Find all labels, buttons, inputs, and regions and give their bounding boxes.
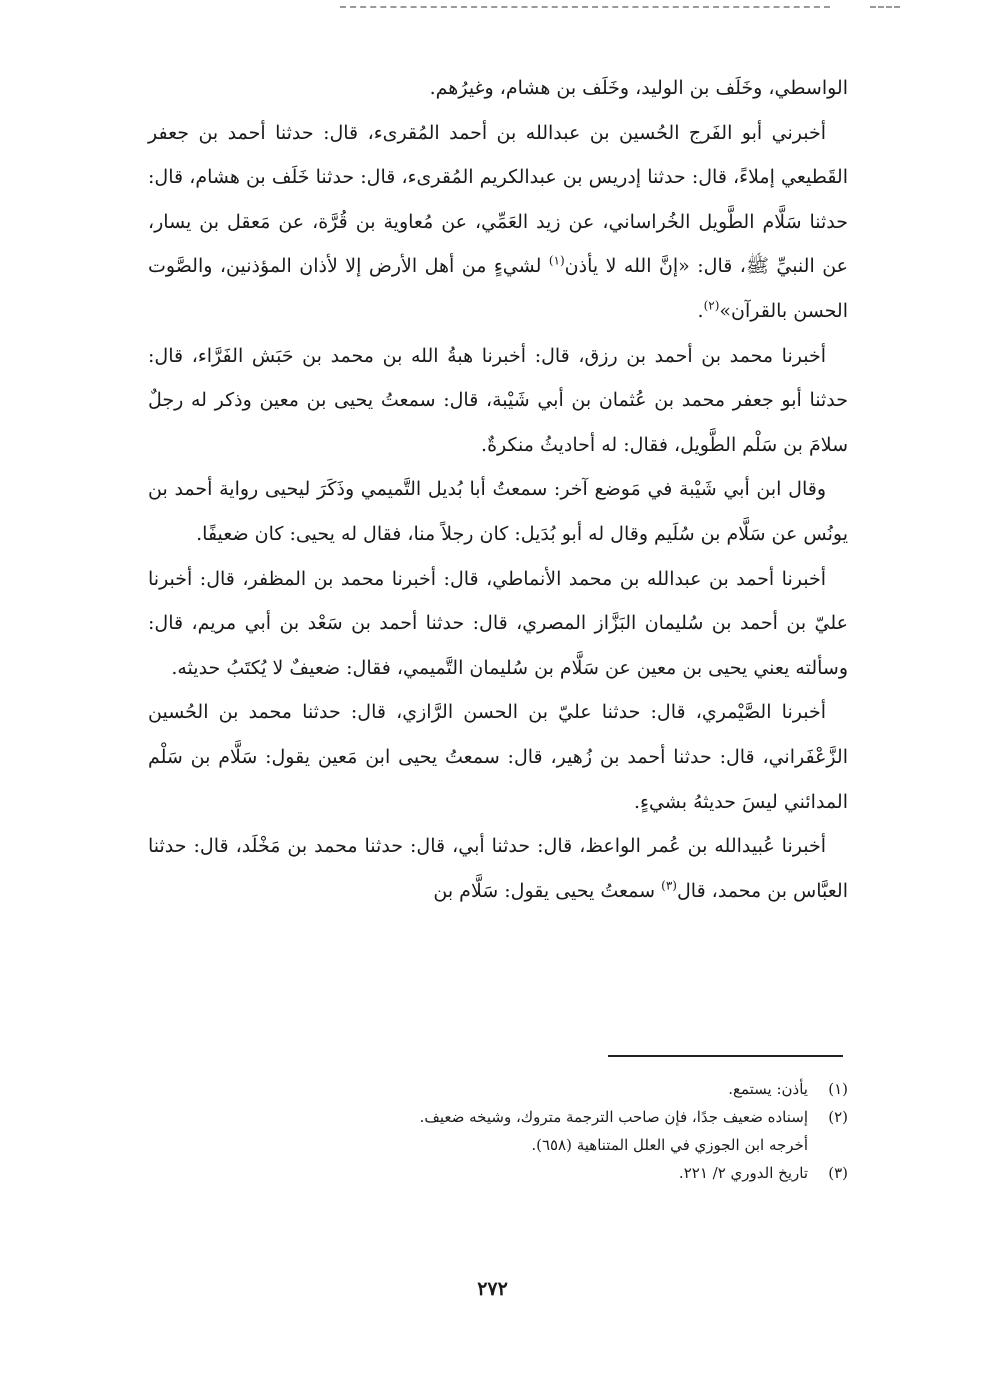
paragraph-text: الواسطي، وخَلَف بن الوليد، وخَلَف بن هشام، وغيرُهم. bbox=[429, 77, 848, 99]
footnote bbox=[148, 1131, 848, 1159]
paragraph-text: أخبرنا أحمد بن عبدالله بن محمد الأنماطي، قال: أخبرنا محمد بن المظفر، قال: أخبرنا عليّ بن أحمد بن سُليمان البَزَّاز المصري، قال: حدثنا أحمد بن سَعْد بن أبي مريم، قال: وسألته يعني يحيى بن معين عن سَلَّام بن سُليمان التَّميمي، فقال: ضعيفٌ لا يُكتَبُ حديثه. bbox=[148, 567, 848, 679]
footnote-number: (٣) bbox=[828, 1164, 848, 1182]
footnote bbox=[148, 1159, 848, 1187]
main-text bbox=[148, 66, 848, 913]
paragraph-text: أخبرني أبو الفَرج الحُسين بن عبدالله بن أحمد المُقرىء، قال: حدثنا أحمد بن جعفر القَطيعي إملاءً، قال: حدثنا إدريس بن عبدالكريم المُقرىء، قال: حدثنا خَلَف بن هشام، قال: حدثنا سَلَّام الطَّويل الخُراساني، عن زيد العَمِّي، عن مُعاوية بن قُرَّة، عن مَعقل بن يسار، عن النبيِّ ﷺ، قال: «إنَّ الله لا يأذن bbox=[148, 121, 848, 278]
footnote-ref: (٢) bbox=[703, 298, 720, 313]
footnote-ref: (٣) bbox=[661, 878, 677, 893]
paragraph-text: أخبرنا الصَّيْمري، قال: حدثنا عليّ بن الحسن الرَّازي، قال: حدثنا محمد بن الحُسين الزَّعْفَراني، قال: حدثنا أحمد بن زُهير، قال: سمعتُ يحيى ابن مَعين يقول: سَلَّام بن سَلْم المدائني ليسَ حديثهُ بشيءٍ. bbox=[148, 701, 848, 813]
page-number: ٢٧٢ bbox=[477, 1278, 508, 1300]
footnote-text: يأذن: يستمع. bbox=[728, 1080, 808, 1098]
paragraph bbox=[148, 66, 848, 111]
paragraph bbox=[148, 824, 848, 913]
paragraph-text: . bbox=[697, 299, 704, 322]
footnote-text: إسناده ضعيف جدًا، فإن صاحب الترجمة متروك، وشيخه ضعيف. bbox=[419, 1108, 808, 1126]
top-scan-rule bbox=[340, 6, 830, 8]
paragraph bbox=[148, 557, 848, 691]
footnote bbox=[148, 1075, 848, 1103]
paragraph bbox=[148, 467, 848, 556]
paragraph-text: أخبرنا عُبيدالله بن عُمر الواعظ، قال: حدثنا أبي، قال: حدثنا محمد بن مَخْلَد، قال: حدثنا العبَّاس بن محمد، قال bbox=[148, 835, 848, 902]
footnote bbox=[148, 1103, 848, 1131]
paragraph bbox=[148, 334, 848, 468]
paragraph bbox=[148, 111, 848, 334]
paragraph-text: أخبرنا محمد بن أحمد بن رزق، قال: أخبرنا هبةُ الله بن محمد بن حَبَش الفَرَّاء، قال: حدثنا أبو جعفر محمد بن عُثمان بن أبي شَيْبة، قال: سمعتُ يحيى بن معين وذكر له رجلٌ سلامَ بن سَلْم الطَّويل، فقال: له أحاديثُ منكرةٌ. bbox=[148, 344, 848, 456]
paragraph bbox=[148, 690, 848, 824]
top-scan-rule-short bbox=[870, 6, 900, 8]
footnote-ref: (١) bbox=[548, 254, 565, 269]
footnotes bbox=[148, 1075, 848, 1187]
footnote-text: أخرجه ابن الجوزي في العلل المتناهية (٦٥٨). bbox=[531, 1136, 808, 1154]
footnote-number: (١) bbox=[828, 1080, 848, 1098]
footnote-separator bbox=[608, 1055, 843, 1057]
paragraph-text: وقال ابن أبي شَيْبة في مَوضع آخر: سمعتُ أبا بُديل التَّميمي وذَكَرَ ليحيى رواية أحمد بن يونُس عن سَلَّام بن سُلَيم وقال له أبو بُدَيل: كان رجلاً منا، فقال له يحيى: كان ضعيفًا. bbox=[148, 478, 848, 545]
paragraph-text: لشيءٍ من أهل الأرض إلا لأذان المؤذنين، والصَّوت الحسن بالقرآن» bbox=[148, 255, 848, 322]
footnote-text: تاريخ الدوري ٢/ ٢٢١. bbox=[678, 1164, 808, 1182]
paragraph-text: سمعتُ يحيى يقول: سَلَّام بن bbox=[433, 879, 662, 902]
footnote-number: (٢) bbox=[828, 1108, 848, 1126]
